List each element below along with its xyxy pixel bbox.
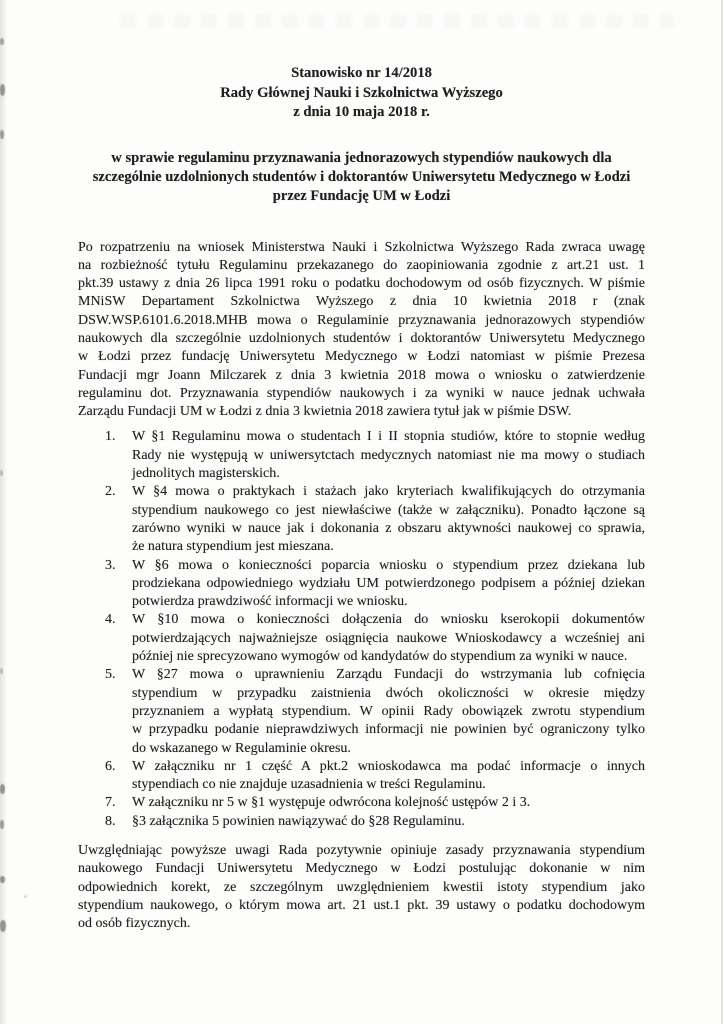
text-line: że natura stypendium jest mieszana.: [132, 539, 334, 555]
text-line: potwierdzających najważniejsze osiągnięcia naukowe Wnioskodawcy a wcześniej ani: [132, 630, 645, 646]
list-item-text: [132, 758, 645, 795]
scan-speck: [0, 876, 5, 883]
text-line: stypendium naukowego, o którym mowa art. 21 ust.1 pkt. 39 ustawy o podatku dochodowym: [78, 897, 645, 913]
list-item-number: 1.: [105, 429, 116, 445]
text-line: Po rozpatrzeniu na wniosek Ministerstwa Nauki i Szkolnictwa Wyższego Rada zwraca uwagę: [78, 239, 645, 255]
document-subject: [78, 149, 645, 206]
text-line: MNiSW Departament Szkolnictwa Wyższego z dnia 10 kwietnia 2018 r (znak: [78, 294, 645, 310]
list-item-text: [132, 794, 645, 812]
text-line: naukowych dla szczególnie uzdolnionych studentów i doktorantów Uniwersytetu Medycznego: [78, 330, 645, 346]
text-line: regulaminu dot. Przyznawania stypendiów naukowych i za wyniki w nauce jednak uchwała: [78, 385, 645, 401]
text-line: w przypadku podanie nieprawdziwych informacji nie powinien być ograniczony tylko: [132, 722, 645, 738]
list-item-text: [132, 611, 645, 666]
text-line: odpowiednich korekt, ze szczególnym uwzględnieniem kwestii istoty stypendium jako: [78, 879, 645, 895]
text-line: DSW.WSP.6101.6.2018.MHB mowa o Regulaminie przyznawania jednorazowych stypendiów: [78, 312, 645, 328]
text-line: W załączniku nr 1 część A pkt.2 wnioskodawca ma podać informacje o innych: [132, 758, 645, 774]
text-line: pkt.39 ustawy z dnia 26 lipca 1991 roku o podatku dochodowym od osób fizycznych. W piśmie: [78, 276, 645, 292]
text-line: W §4 mowa o praktykach i stażach jako kryteriach kwalifikujących do otrzymania: [132, 484, 645, 500]
text-line: potwierdza prawdziwość informacji we wniosku.: [132, 594, 408, 610]
text-line: przyznaniem a wypłatą stypendium. W opinii Rady obowiązek zwrotu stypendium: [132, 703, 645, 719]
document-content: [78, 64, 645, 933]
scan-speck: [0, 38, 4, 45]
numbered-list-item: [78, 557, 645, 612]
text-line: stypendium w przypadku zaistnienia dwóch okoliczności w okresie między: [132, 685, 645, 701]
text-line: z dnia 10 maja 2018 r.: [293, 104, 430, 120]
scan-speck: [0, 820, 4, 829]
intro-paragraph: [78, 239, 645, 422]
text-line: W §6 mowa o konieczności poparcia wniosku o stypendium przez dziekana lub: [132, 557, 645, 573]
scan-speck: [0, 470, 3, 476]
scan-speck: [0, 784, 5, 794]
numbered-list-item: [78, 483, 645, 556]
text-line: szczególnie uzdolnionych studentów i doktorantów Uniwersytetu Medycznego w Łodzi: [92, 168, 631, 185]
scan-speck: [24, 895, 27, 898]
text-line: na rozbieżność tytułu Regulaminu przekazanego do zaopiniowania zgodnie z art.21 ust. 1: [78, 257, 645, 273]
text-line: od osób fizycznych.: [78, 916, 191, 932]
text-line: przez Fundację UM w Łodzi: [272, 187, 451, 204]
list-item-text: [132, 813, 645, 831]
scan-speck: [0, 668, 3, 674]
list-item-number: 4.: [105, 612, 116, 628]
list-item-text: [132, 428, 645, 483]
text-line: Zarządu Fundacji UM w Łodzi z dnia 3 kwietnia 2018 zawiera tytuł jak w piśmie DSW.: [78, 404, 572, 420]
text-line: Stanowisko nr 14/2018: [291, 65, 432, 81]
numbered-list-item: [78, 611, 645, 666]
scan-speck: [0, 84, 5, 96]
list-item-number: 3.: [105, 557, 116, 573]
closing-paragraph: [78, 842, 645, 933]
text-line: do wskazanego w Regulaminie okresu.: [132, 740, 351, 756]
text-line: Uwzględniając powyższe uwagi Rada pozytywnie opiniuje zasady przyznawania stypendium: [78, 843, 645, 858]
text-line: W §27 mowa o uprawnieniu Zarządu Fundacji do wstrzymania lub cofnięcia: [132, 667, 645, 683]
scan-bleed-artifact: [120, 14, 674, 28]
scan-speck: [0, 920, 6, 932]
numbered-list-item: [78, 794, 645, 812]
text-line: Rady Głównej Nauki i Szkolnictwa Wyższego: [220, 84, 503, 101]
list-item-number: 5.: [105, 667, 116, 683]
list-item-text: [132, 483, 645, 556]
text-line: Fundacji mgr Joann Milczarek z dnia 3 kwietnia 2018 mowa o wniosku o zatwierdzenie: [78, 367, 645, 383]
text-line: w Łodzi przez fundację Uniwersytetu Medycznego w Łodzi natomiast w piśmie Prezesa: [78, 349, 645, 365]
text-line: §3 załącznika 5 powinien nawiązywać do §28 Regulaminu.: [132, 813, 465, 829]
scan-speck: [0, 130, 4, 139]
text-line: jednolitych magisterskich.: [132, 466, 280, 482]
text-line: W §10 mowa o konieczności dołączenia do wniosku kserokopii dokumentów: [132, 612, 645, 628]
list-item-text: [132, 557, 645, 612]
text-line: później nie sprecyzowano wymogów od kandydatów do stypendium za wyniki w nauce.: [132, 649, 628, 665]
text-line: prodziekana odpowiedniego wydziału UM potwierdzonego podpisem a później dziekan: [132, 575, 645, 591]
page-edge-shadow-right: [721, 0, 723, 1024]
text-line: stypendium naukowego co jest niewłaściwe (także w załączniku). Ponadto łączone są: [132, 502, 645, 518]
numbered-list-item: [78, 758, 645, 795]
list-item-number: 7.: [105, 795, 116, 811]
numbered-list-item: [78, 428, 645, 483]
document-title: [78, 64, 645, 123]
text-line: naukowego Fundacji Uniwersytetu Medycznego w Łodzi postulując dokonanie w nim: [78, 861, 645, 877]
text-line: W załączniku nr 5 w §1 występuje odwrócona kolejność ustępów 2 i 3.: [132, 795, 531, 811]
page-edge-shadow-left: [0, 0, 7, 1024]
text-line: zarówno wyniki w nauce jak i dokonania z obszaru aktywności naukowej co sprawia,: [132, 520, 645, 536]
numbered-list-item: [78, 666, 645, 757]
list-item-number: 2.: [105, 484, 116, 500]
text-line: W §1 Regulaminu mowa o studentach I i II stopnia studiów, które to stopnie według: [132, 429, 645, 445]
text-line: w sprawie regulaminu przyznawania jednorazowych stypendiów naukowych dla: [111, 149, 612, 166]
list-item-number: 8.: [105, 813, 116, 829]
text-line: stypendiach co nie znajduje uzasadnienia w treści Regulaminu.: [132, 777, 486, 793]
numbered-list-item: [78, 813, 645, 831]
list-item-text: [132, 666, 645, 757]
numbered-list: [78, 428, 645, 831]
list-item-number: 6.: [105, 758, 116, 774]
text-line: Rady nie występują w uniwersytctach medycznych natomiast nie ma mowy o studiach: [132, 447, 645, 463]
